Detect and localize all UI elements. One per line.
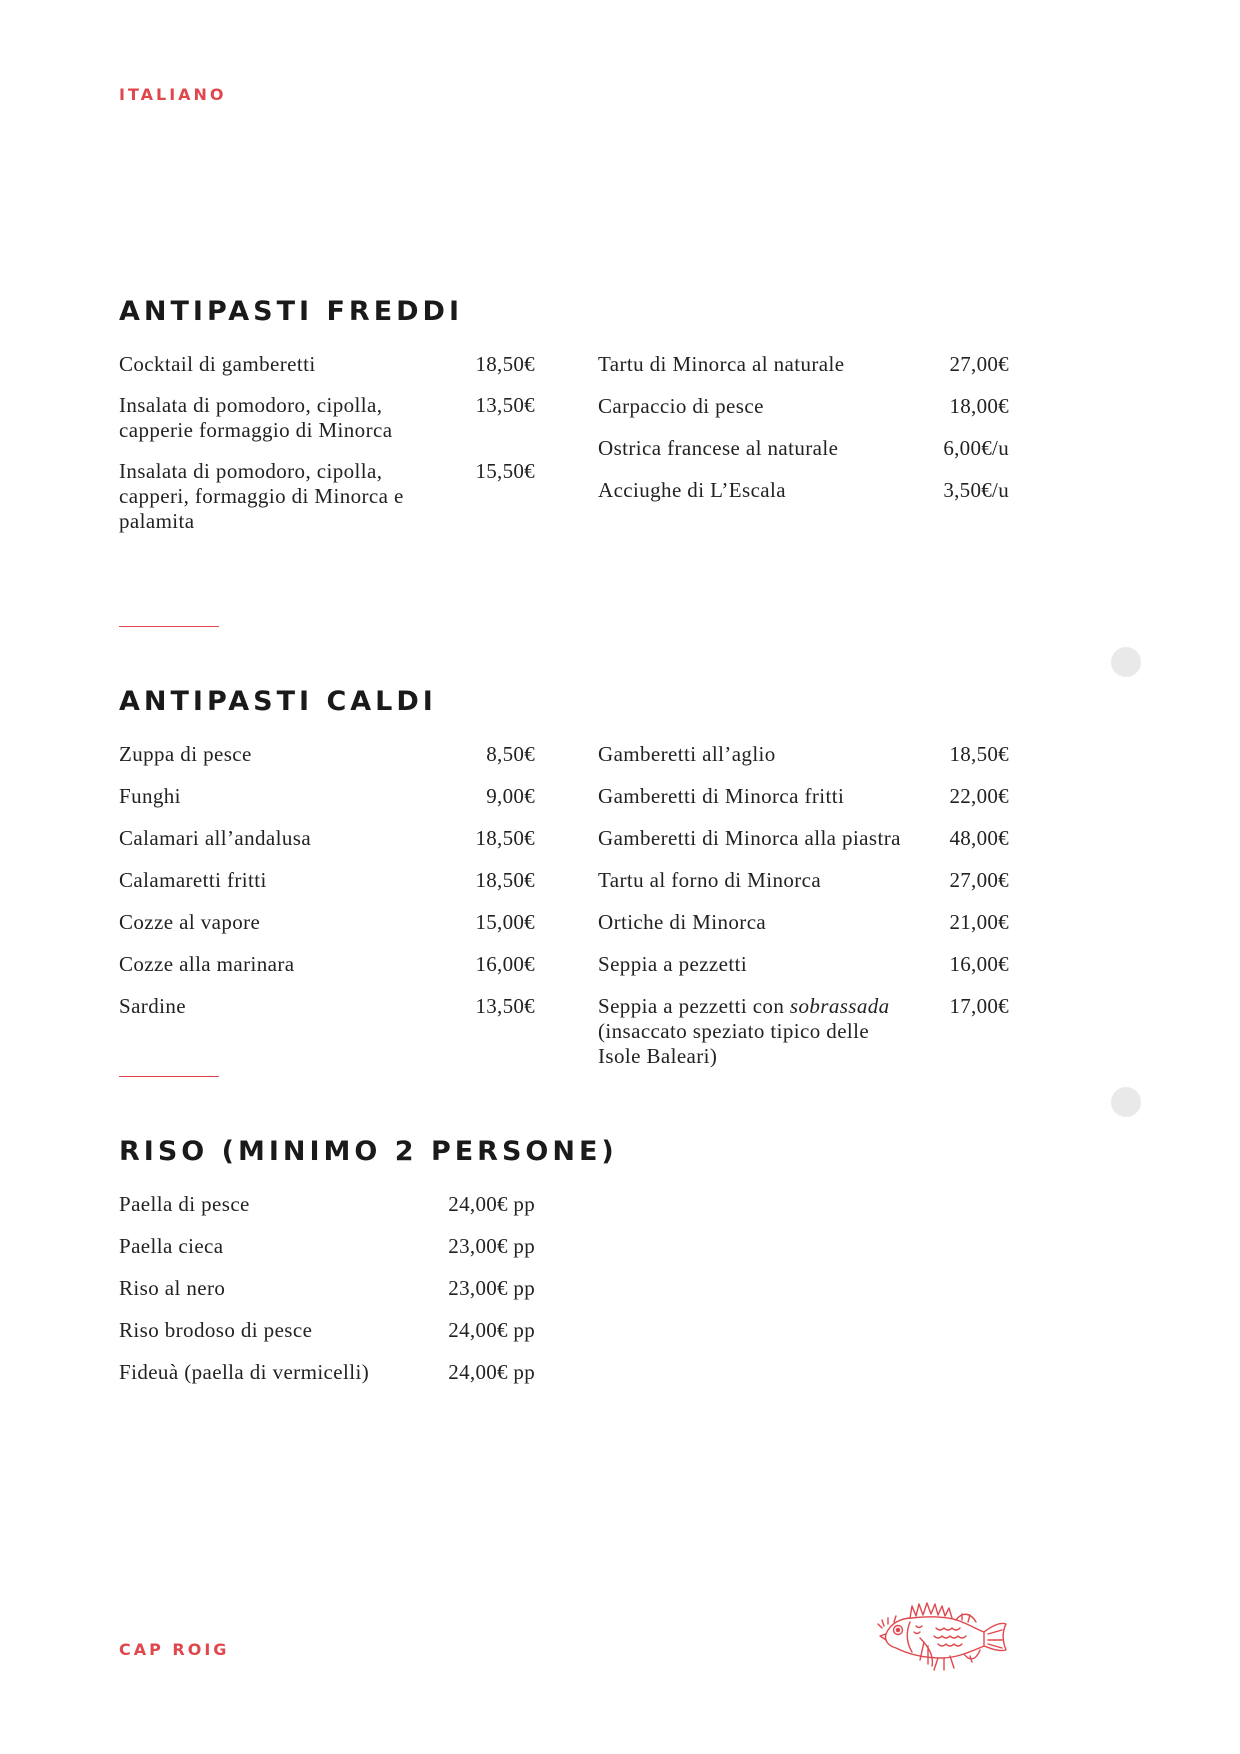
item-price: 27,00€ [949, 868, 1009, 892]
item-name: Acciughe di L’Escala [598, 478, 786, 502]
menu-column-riso [119, 1192, 535, 1402]
item-name: Seppia a pezzetti [598, 952, 748, 976]
item-price: 17,00€ [949, 994, 1009, 1018]
item-price: 6,00€/u [943, 436, 1009, 460]
menu-column-caldi-right [598, 742, 1009, 1086]
item-name: Ortiche di Minorca [598, 910, 767, 934]
item-name: Gamberetti di Minorca alla piastra [598, 826, 901, 850]
item-price: 18,50€ [475, 826, 535, 850]
item-price: 24,00€ pp [448, 1318, 535, 1342]
section-title-riso: RISO (MINIMO 2 PERSONE) [119, 1136, 618, 1167]
menu-item [119, 952, 535, 977]
menu-column-freddi-right [598, 352, 1009, 520]
menu-item [119, 459, 535, 534]
item-price: 18,50€ [475, 352, 535, 376]
item-price: 24,00€ pp [448, 1360, 535, 1384]
menu-item [119, 994, 535, 1019]
item-name: Insalata di pomodoro, cipolla, capperie formaggio di Minorca [119, 393, 393, 442]
menu-item [119, 826, 535, 851]
decorative-dot [1111, 1087, 1141, 1117]
item-name [598, 994, 898, 1069]
item-price: 23,00€ pp [448, 1276, 535, 1300]
menu-item [119, 784, 535, 809]
menu-item [598, 478, 1009, 503]
item-name: Carpaccio di pesce [598, 394, 764, 418]
item-price: 13,50€ [475, 393, 535, 417]
item-price: 21,00€ [949, 910, 1009, 934]
item-price: 16,00€ [475, 952, 535, 976]
item-name-suffix: (insaccato speziato tipico delle Isole Baleari) [598, 1019, 870, 1068]
item-name: Paella di pesce [119, 1192, 250, 1216]
item-name: Cocktail di gamberetti [119, 352, 316, 376]
item-name: Gamberetti all’aglio [598, 742, 776, 766]
menu-item [119, 1318, 535, 1343]
menu-item [598, 868, 1009, 893]
menu-column-freddi-left [119, 352, 535, 550]
item-name: Paella cieca [119, 1234, 224, 1258]
menu-item [119, 1192, 535, 1217]
item-name: Zuppa di pesce [119, 742, 252, 766]
menu-item [119, 868, 535, 893]
item-price: 9,00€ [486, 784, 535, 808]
item-price: 8,50€ [486, 742, 535, 766]
menu-item [598, 352, 1009, 377]
item-price: 18,50€ [475, 868, 535, 892]
decorative-dot [1111, 647, 1141, 677]
menu-item [119, 910, 535, 935]
item-name: Calamaretti fritti [119, 868, 267, 892]
item-name: Funghi [119, 784, 181, 808]
item-price: 22,00€ [949, 784, 1009, 808]
item-price: 48,00€ [949, 826, 1009, 850]
menu-item [598, 784, 1009, 809]
item-price: 24,00€ pp [448, 1192, 535, 1216]
menu-item [119, 1234, 535, 1259]
item-price: 18,00€ [949, 394, 1009, 418]
item-name-prefix: Seppia a pezzetti con [598, 994, 790, 1018]
item-name: Calamari all’andalusa [119, 826, 312, 850]
menu-item [598, 910, 1009, 935]
section-divider [119, 626, 219, 627]
item-name: Tartu al forno di Minorca [598, 868, 822, 892]
item-name: Tartu di Minorca al naturale [598, 352, 845, 376]
item-price: 23,00€ pp [448, 1234, 535, 1258]
section-divider [119, 1076, 219, 1077]
menu-item [598, 952, 1009, 977]
item-price: 3,50€/u [943, 478, 1009, 502]
item-name: Gamberetti di Minorca fritti [598, 784, 845, 808]
item-price: 15,00€ [475, 910, 535, 934]
item-name: Insalata di pomodoro, cipolla, capperi, formaggio di Minorca e palamita [119, 459, 404, 533]
item-name: Sardine [119, 994, 186, 1018]
menu-item [119, 1276, 535, 1301]
menu-column-caldi-left [119, 742, 535, 1036]
item-price: 13,50€ [475, 994, 535, 1018]
item-name: Ostrica francese al naturale [598, 436, 839, 460]
scorpion-fish-icon [876, 1598, 1010, 1674]
menu-item [598, 826, 1009, 851]
item-price: 18,50€ [949, 742, 1009, 766]
menu-item [598, 394, 1009, 419]
item-name: Riso al nero [119, 1276, 226, 1300]
item-price: 27,00€ [949, 352, 1009, 376]
item-name: Cozze alla marinara [119, 952, 295, 976]
brand-label: CAP ROIG [119, 1640, 230, 1659]
section-title-antipasti-caldi: ANTIPASTI CALDI [119, 686, 437, 717]
menu-item [119, 393, 535, 443]
menu-item [119, 352, 535, 377]
section-title-antipasti-freddi: ANTIPASTI FREDDI [119, 296, 464, 327]
menu-item [598, 742, 1009, 767]
menu-item [598, 436, 1009, 461]
menu-item-special [598, 994, 1009, 1069]
language-label: ITALIANO [119, 85, 227, 104]
item-price: 16,00€ [949, 952, 1009, 976]
menu-item [119, 742, 535, 767]
item-price: 15,50€ [475, 459, 535, 483]
item-name: Cozze al vapore [119, 910, 261, 934]
item-name-italic: sobrassada [789, 994, 890, 1018]
item-name: Fideuà (paella di vermicelli) [119, 1360, 370, 1384]
item-name: Riso brodoso di pesce [119, 1318, 313, 1342]
menu-item [119, 1360, 535, 1385]
